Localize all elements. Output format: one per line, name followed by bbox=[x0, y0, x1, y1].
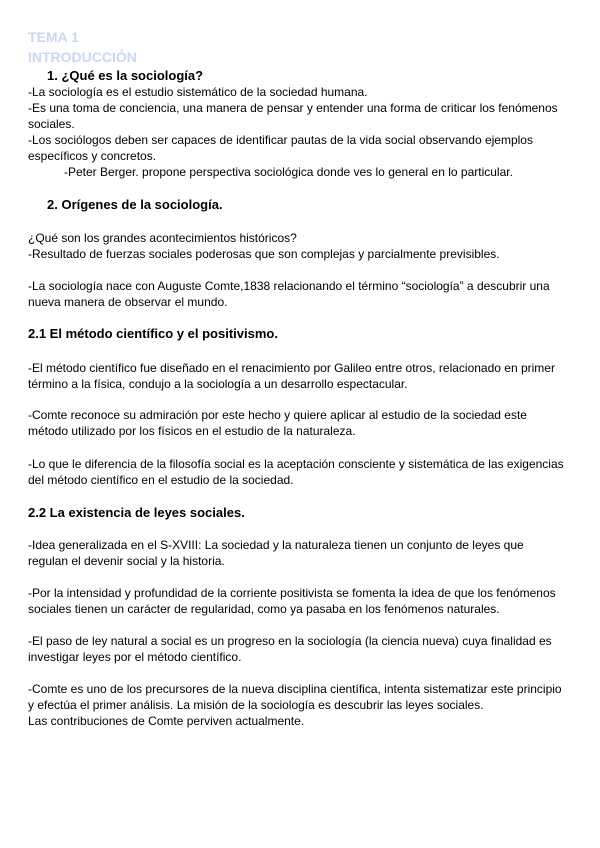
section2-title: 2. Orígenes de la sociología. bbox=[47, 197, 223, 212]
section21-title: 2.1 El método científico y el positivismo. bbox=[28, 326, 278, 341]
section2-line: ¿Qué son los grandes acontecimientos históricos? bbox=[28, 231, 297, 245]
section1-quote: -Peter Berger. propone perspectiva sociológica donde ves lo general en lo particular. bbox=[64, 165, 513, 179]
section22-line: -Idea generalizada en el S-XVIII: La sociedad y la naturaleza tienen un conjunto de leyes que bbox=[28, 538, 524, 552]
section22-line: y efectúa el primer análisis. La misión de la sociología es descubrir las leyes sociales. bbox=[28, 698, 484, 712]
section2-line: -Resultado de fuerzas sociales poderosas que son complejas y parcialmente previsibles. bbox=[28, 247, 500, 261]
section21-line: -Lo que le diferencia de la filosofía social es la aceptación consciente y sistemática de las exigencias bbox=[28, 457, 564, 471]
section2-line: -La sociología nace con Auguste Comte,1838 relacionando el término “sociología” a descubrir una bbox=[28, 279, 550, 293]
section1-line: sociales. bbox=[28, 117, 75, 131]
intro-label: INTRODUCCIÓN bbox=[28, 49, 137, 65]
section21-line: método utilizado por los físicos en el estudio de la naturaleza. bbox=[28, 424, 356, 438]
section21-line: -Comte reconoce su admiración por este hecho y quiere aplicar al estudio de la sociedad este bbox=[28, 408, 527, 422]
section1-line: específicos y concretos. bbox=[28, 149, 157, 163]
section22-title: 2.2 La existencia de leyes sociales. bbox=[28, 505, 245, 520]
section21-line: término a la física, condujo a la sociología a un desarrollo espectacular. bbox=[28, 377, 408, 391]
section21-line: -El método científico fue diseñado en el renacimiento por Galileo entre otros, relacionado en primer bbox=[28, 361, 555, 375]
section22-line: -Comte es uno de los precursores de la nueva disciplina científica, intenta sistematizar este principio bbox=[28, 682, 562, 696]
section1-title: 1. ¿Qué es la sociología? bbox=[47, 68, 204, 83]
section1-line: -La sociología es el estudio sistemático de la sociedad humana. bbox=[28, 85, 368, 99]
section2-line: nueva manera de observar el mundo. bbox=[28, 295, 228, 309]
section22-line: investigar leyes por el método científico. bbox=[28, 650, 242, 664]
section22-line: Las contribuciones de Comte perviven actualmente. bbox=[28, 714, 305, 728]
section22-line: sociales tienen un carácter de regularidad, como ya pasaba en los fenómenos naturales. bbox=[28, 602, 500, 616]
tema-label: TEMA 1 bbox=[28, 29, 79, 45]
section22-line: regulan el devenir social y la historia. bbox=[28, 554, 225, 568]
section21-line: del método científico en el estudio de la sociedad. bbox=[28, 473, 294, 487]
section22-line: -Por la intensidad y profundidad de la corriente positivista se fomenta la idea de que los fenómenos bbox=[28, 586, 556, 600]
section22-line: -El paso de ley natural a social es un progreso en la sociología (la ciencia nueva) cuya finalidad es bbox=[28, 634, 552, 648]
section1-line: -Es una toma de conciencia, una manera de pensar y entender una forma de criticar los fenómenos bbox=[28, 101, 558, 115]
section1-line: -Los sociólogos deben ser capaces de identificar pautas de la vida social observando ejemplos bbox=[28, 133, 533, 147]
